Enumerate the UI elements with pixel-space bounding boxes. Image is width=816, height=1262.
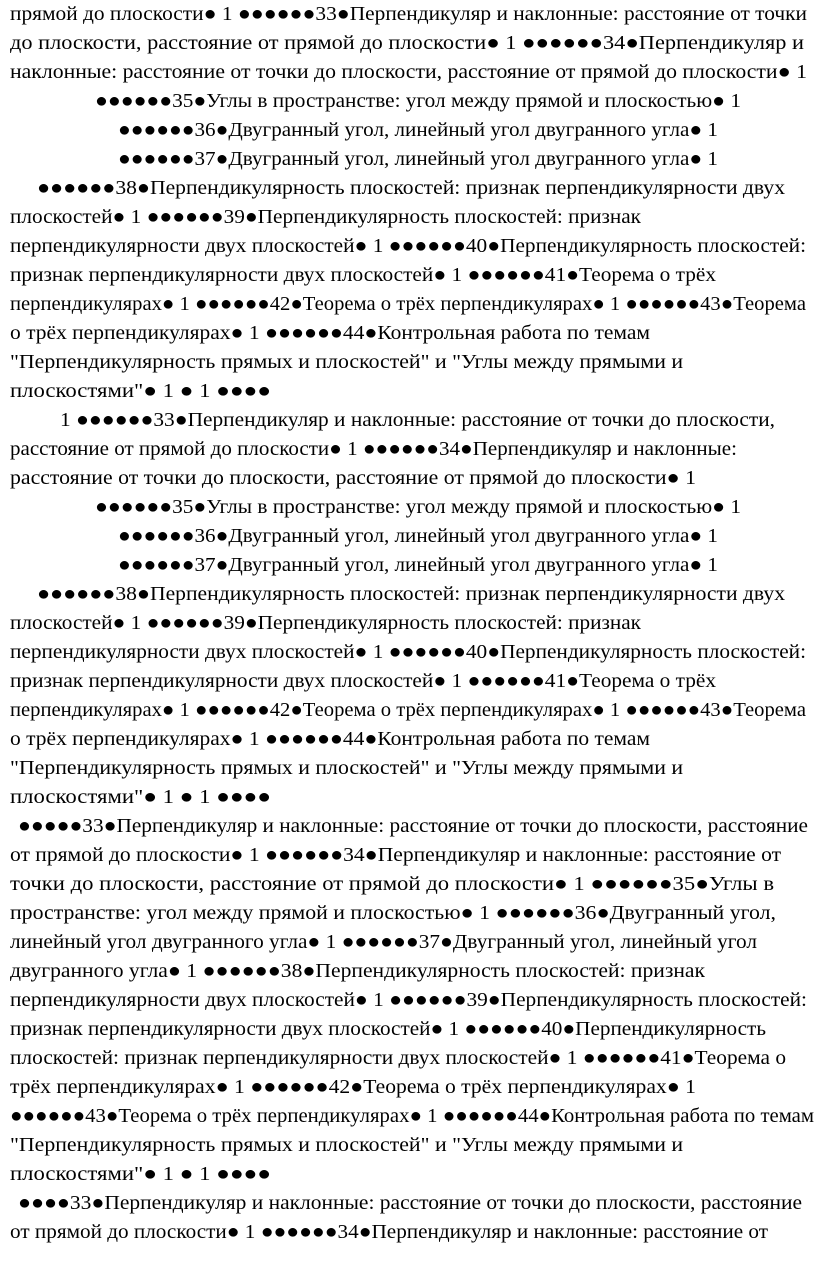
text-line: линейный угол двугранного угла● 1 ●●●●●●37●Двугранный угол, линейный угол <box>10 931 757 953</box>
text-line: плоскостями"● 1 ● 1 ●●●● <box>10 380 271 402</box>
text-line: точки до плоскости, расстояние от прямой до плоскости● 1 ●●●●●●35●Углы в <box>10 873 775 895</box>
text-line: от прямой до плоскости● 1 ●●●●●●34●Перпендикуляр и наклонные: расстояние от <box>10 1221 769 1243</box>
text-line: признак перпендикулярности двух плоскостей● 1 ●●●●●●41●Теорема о трёх <box>10 670 717 692</box>
text-line: ●●●●●●36●Двугранный угол, линейный угол двугранного угла● 1 <box>118 525 718 547</box>
text-line: плоскостей● 1 ●●●●●●39●Перпендикулярность плоскостей: признак <box>10 612 641 634</box>
text-line: "Перпендикулярность прямых и плоскостей" и "Углы между прямыми и <box>10 757 684 779</box>
text-line: плоскостей● 1 ●●●●●●39●Перпендикулярность плоскостей: признак <box>10 206 641 228</box>
text-line: признак перпендикулярности двух плоскостей● 1 ●●●●●●41●Теорема о трёх <box>10 264 717 286</box>
text-line: двугранного угла● 1 ●●●●●●38●Перпендикулярность плоскостей: признак <box>10 960 706 982</box>
text-line: перпендикулярности двух плоскостей● 1 ●●●●●●40●Перпендикулярность плоскостей: <box>10 641 806 663</box>
text-line: ●●●●●●38●Перпендикулярность плоскостей: признак перпендикулярности двух <box>37 583 785 605</box>
text-line: плоскостями"● 1 ● 1 ●●●● <box>10 786 271 808</box>
text-line: "Перпендикулярность прямых и плоскостей" и "Углы между прямыми и <box>10 1134 684 1156</box>
text-line: о трёх перпендикулярах● 1 ●●●●●●44●Контрольная работа по темам <box>10 322 651 344</box>
text-line: 1 ●●●●●●33●Перпендикуляр и наклонные: расстояние от точки до плоскости, <box>60 409 776 431</box>
text-line: ●●●●●●35●Углы в пространстве: угол между прямой и плоскостью● 1 <box>95 90 741 112</box>
text-line: перпендикулярности двух плоскостей● 1 ●●●●●●40●Перпендикулярность плоскостей: <box>10 235 806 257</box>
text-line: о трёх перпендикулярах● 1 ●●●●●●44●Контрольная работа по темам <box>10 728 651 750</box>
text-line: плоскостями"● 1 ● 1 ●●●● <box>10 1163 271 1185</box>
text-line: расстояние от точки до плоскости, расстояние от прямой до плоскости● 1 <box>10 467 697 489</box>
text-line: наклонные: расстояние от точки до плоскости, расстояние от прямой до плоскости● 1 <box>10 61 808 83</box>
text-line: расстояние от прямой до плоскости● 1 ●●●●●●34●Перпендикуляр и наклонные: <box>10 438 737 460</box>
text-line: ●●●●●●38●Перпендикулярность плоскостей: признак перпендикулярности двух <box>37 177 785 199</box>
text-line: плоскостей: признак перпендикулярности двух плоскостей● 1 ●●●●●●41●Теорема о <box>10 1047 786 1069</box>
text-line: ●●●●●●43●Теорема о трёх перпендикулярах● 1 ●●●●●●44●Контрольная работа по темам <box>10 1105 815 1127</box>
text-line: перпендикулярах● 1 ●●●●●●42●Теорема о трёх перпендикулярах● 1 ●●●●●●43●Теорема <box>10 699 806 721</box>
text-line: пространстве: угол между прямой и плоскостью● 1 ●●●●●●36●Двугранный угол, <box>10 902 776 924</box>
text-line: от прямой до плоскости● 1 ●●●●●●34●Перпендикуляр и наклонные: расстояние от <box>10 844 782 866</box>
text-line: признак перпендикулярности двух плоскостей● 1 ●●●●●●40●Перпендикулярность <box>10 1018 766 1040</box>
text-line: трёх перпендикулярах● 1 ●●●●●●42●Теорема о трёх перпендикулярах● 1 <box>10 1076 696 1098</box>
text-line: "Перпендикулярность прямых и плоскостей" и "Углы между прямыми и <box>10 351 684 373</box>
text-line: перпендикулярах● 1 ●●●●●●42●Теорема о трёх перпендикулярах● 1 ●●●●●●43●Теорема <box>10 293 806 315</box>
text-line: до плоскости, расстояние от прямой до плоскости● 1 ●●●●●●34●Перпендикуляр и <box>10 32 804 54</box>
text-line: ●●●●●●37●Двугранный угол, линейный угол двугранного угла● 1 <box>118 148 718 170</box>
text-line: перпендикулярности двух плоскостей● 1 ●●●●●●39●Перпендикулярность плоскостей: <box>10 989 807 1011</box>
text-line: ●●●●●●36●Двугранный угол, линейный угол двугранного угла● 1 <box>118 119 718 141</box>
text-line: ●●●●●33●Перпендикуляр и наклонные: расстояние от точки до плоскости, расстояние <box>18 815 808 837</box>
text-line: ●●●●33●Перпендикуляр и наклонные: расстояние от точки до плоскости, расстояние <box>18 1192 802 1214</box>
text-line: ●●●●●●35●Углы в пространстве: угол между прямой и плоскостью● 1 <box>95 496 741 518</box>
text-line: ●●●●●●37●Двугранный угол, линейный угол двугранного угла● 1 <box>118 554 718 576</box>
text-line: прямой до плоскости● 1 ●●●●●●33●Перпендикуляр и наклонные: расстояние от точки <box>10 3 807 25</box>
